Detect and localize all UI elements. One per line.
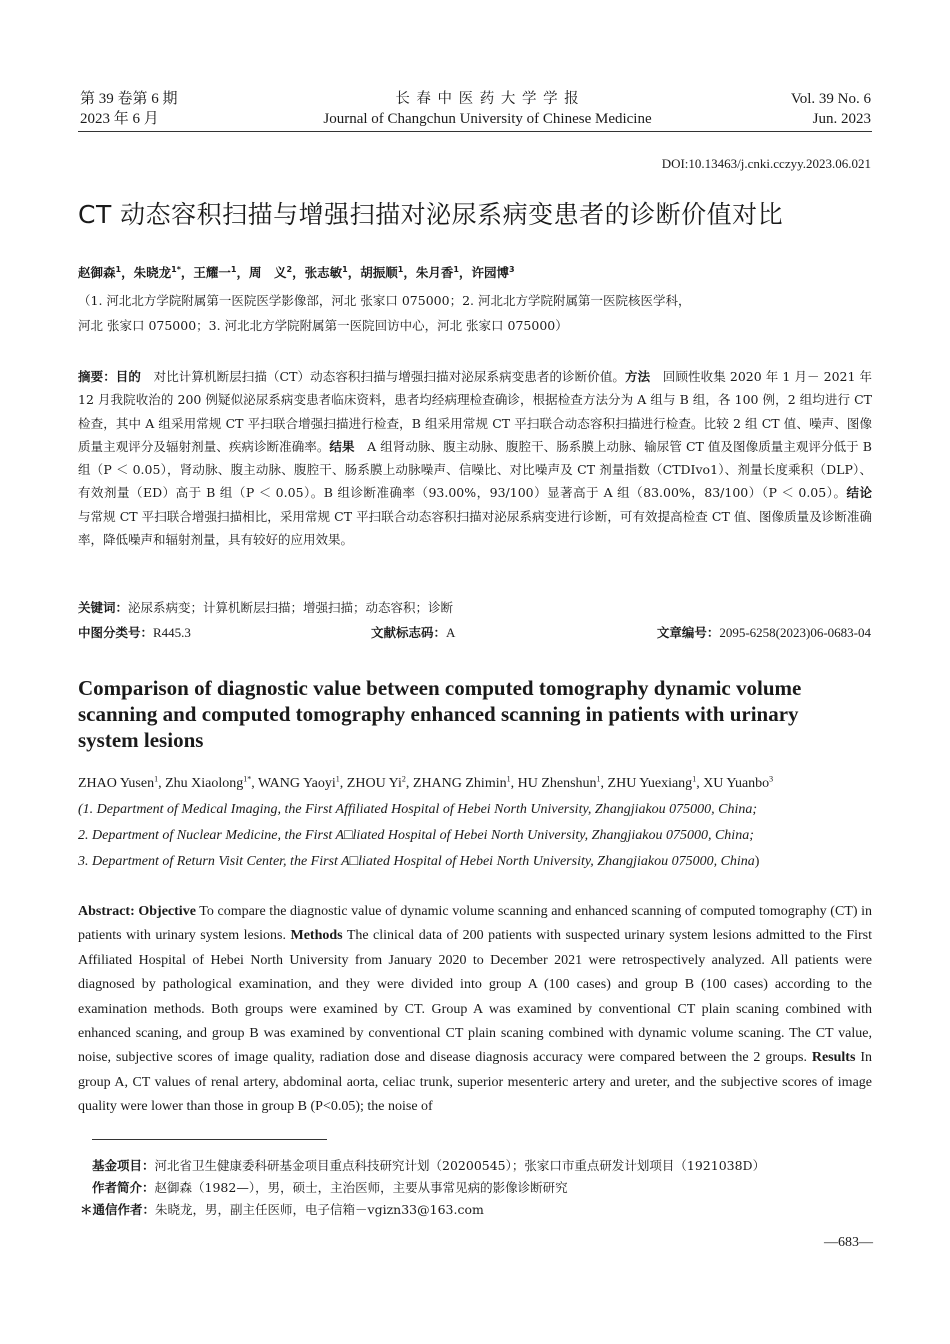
issue-date-en: Jun. 2023: [812, 111, 871, 127]
clc-number: [78, 622, 191, 644]
corr-text: 朱晓龙，男，副主任医师，电子信箱－vgizn33@163.com: [155, 1202, 484, 1217]
english-title-line: system lesions: [78, 728, 204, 752]
author-name: 胡振顺: [360, 265, 398, 280]
fund-text: 河北省卫生健康委科研基金项目重点科技研究计划（20200545）；张家口市重点研发计划项目（1921038D）: [154, 1158, 766, 1173]
abstract-en: [78, 900, 872, 1120]
objective-label: 目的: [115, 369, 141, 384]
clc-label: 中图分类号：: [78, 625, 154, 640]
affiliation-en-line: (1. Department of Medical Imaging, the First Affiliated Hospital of Hebei North University, Zhangjiakou 075000, China;: [78, 802, 758, 817]
authors-cn: [78, 263, 515, 281]
author-separator: ,: [405, 776, 413, 791]
article-label: 文章编号：: [656, 625, 720, 640]
author-affiliation-mark: 2: [286, 264, 293, 274]
objective-text: 对比计算机断层扫描（CT）动态容积扫描与增强扫描对泌尿系病变患者的诊断价值。: [153, 369, 626, 384]
fund-label: 基金项目：: [92, 1158, 155, 1173]
affiliation-cn-line: （1. 河北北方学院附属第一医院医学影像部，河北 张家口 075000；2. 河北北方学院附属第一医院核医学科，: [78, 293, 691, 308]
keywords-text: 泌尿系病变；计算机断层扫描；增强扫描；动态容积；诊断: [128, 600, 454, 615]
affiliations-cn: [78, 288, 878, 338]
author-affiliation-mark: 1: [154, 774, 159, 784]
author-affiliation-mark: 3: [769, 774, 774, 784]
volume-label: 第 39 卷第 6 期: [80, 91, 178, 107]
author-affiliation-mark: 1: [335, 774, 340, 784]
keywords-label: 关键词：: [78, 600, 129, 615]
author-affiliation-mark: 1: [230, 264, 237, 274]
abstract-label: 摘要：: [78, 369, 116, 384]
author-separator: ,: [339, 776, 347, 791]
methods-label: 方法: [625, 369, 651, 384]
author-separator: ，: [180, 265, 194, 280]
author-separator: ，: [347, 265, 361, 280]
doc-code: [371, 622, 455, 644]
author-name: 王耀一: [193, 265, 231, 280]
author-affiliation-mark: 2: [401, 774, 406, 784]
results-en-label: Results: [811, 1050, 856, 1066]
author-affiliation-mark: 1: [596, 774, 601, 784]
author-separator: ，: [121, 265, 134, 280]
author-separator: ,: [600, 776, 608, 791]
results-en-text: In group A, CT values of renal artery, abdominal aorta, celiac trunk, superior mesenteric artery and ureter, and the subjective scores of image quality were lower than those in group B (P<0.05); the noise of: [78, 1050, 872, 1115]
methods-en-label: Methods: [290, 928, 343, 944]
header-divider: [78, 131, 872, 132]
author-name: 朱月香: [415, 265, 454, 280]
author-separator: ,: [510, 776, 518, 791]
affiliation-close-paren: ): [754, 854, 760, 869]
methods-text: 回顾性收集 2020 年 1 月－ 2021 年 12 月我院收治的 200 例疑似泌尿系病变患者临床资料，患者均经病理检查确诊，根据检查方法分为 A 组与 B 组，各 100 例，2 组均进行 CT 检查，其中 A 组采用常规 CT 平扫联合增强扫描进行检查，B 组采用常规 CT 平扫联合动态容积扫描进行检查。比较 2 组 CT 值、噪声、图像质量主观评分及辐射剂量、疾病诊断准确率。: [78, 369, 872, 454]
english-title-line: Comparison of diagnostic value between computed tomography dynamic volume: [78, 676, 802, 700]
authors-en: [78, 771, 773, 797]
doc-label: 文献标志码：: [371, 625, 447, 640]
issue-date-cn: 2023 年 6 月: [80, 111, 159, 127]
author-name: 周 义: [249, 265, 287, 280]
doi: DOI:10.13463/j.cnki.cczyy.2023.06.021: [661, 156, 871, 171]
corresponding-note: [80, 1199, 882, 1221]
author-separator: ，: [292, 265, 305, 280]
author-note: [92, 1177, 882, 1199]
author-name: 赵御森: [78, 265, 116, 280]
doc-value: A: [446, 625, 456, 640]
article-number: [657, 622, 871, 644]
author-name: WANG Yaoyi: [258, 776, 336, 791]
volume-en: Vol. 39 No. 6: [790, 91, 871, 107]
conclusion-text: 与常规 CT 平扫联合增强扫描相比，采用常规 CT 平扫联合动态容积扫描对泌尿系病变进行诊断，可有效提高检查 CT 值、图像质量及诊断准确率，降低噪声和辐射剂量，具有较好的应用效果。: [78, 508, 872, 548]
page-title: CT 动态容积扫描与增强扫描对泌尿系病变患者的诊断价值对比: [78, 200, 784, 229]
author-separator: ,: [158, 776, 166, 791]
affiliation-cn-line: 河北 张家口 075000；3. 河北北方学院附属第一医院回访中心，河北 张家口 075000）: [78, 318, 568, 333]
corr-label: ＊通信作者：: [80, 1202, 156, 1217]
author-name: 许园博: [471, 265, 509, 280]
author-name: XU Yuanbo: [703, 776, 770, 791]
author-affiliation-mark: 1: [506, 774, 511, 784]
page-number: —683—: [824, 1235, 873, 1250]
abstract-en-label: Abstract: Objective: [78, 904, 196, 919]
author-name: Zhu Xiaolong: [165, 776, 244, 791]
article-value: 2095-6258(2023)06-0683-04: [719, 625, 871, 640]
author-name: 张志敏: [304, 265, 343, 280]
author-text: 赵御森（1982—），男，硕士，主治医师，主要从事常见病的影像诊断研究: [154, 1180, 568, 1195]
author-name: HU Zhenshun: [517, 776, 597, 791]
author-label: 作者简介：: [92, 1180, 155, 1195]
english-title: [78, 675, 878, 753]
keywords-cn: [78, 597, 453, 619]
author-separator: ，: [458, 265, 472, 280]
author-name: ZHAO Yusen: [78, 776, 155, 791]
author-name: 朱晓龙: [133, 265, 172, 280]
author-affiliation-mark: 1: [115, 264, 122, 274]
author-separator: ,: [696, 776, 704, 791]
affiliation-en-line: 2. Department of Nuclear Medicine, the First A□liated Hospital of Hebei North University, Zhangjiakou 075000, China;: [78, 828, 754, 843]
results-label: 结果: [329, 438, 355, 454]
affiliations-en: [78, 797, 878, 875]
author-separator: ，: [403, 265, 416, 280]
author-affiliation-mark: 1: [453, 264, 459, 274]
footnotes: [80, 1155, 882, 1221]
english-title-line: scanning and computed tomography enhanced scanning in patients with urinary: [78, 702, 799, 726]
abstract-cn: [78, 365, 872, 551]
results-text: A 组肾动脉、腹主动脉、腹腔干、肠系膜上动脉、输尿管 CT 值及图像质量主观评分低于 B 组（P ＜ 0.05），肾动脉、腹主动脉、腹腔干、肠系膜上动脉噪声、信噪比、对比噪声及 CT 剂量指数（CTDIvo1）、剂量长度乘积（DLP）、有效剂量（ED）高于 B 组（P ＜ 0.05）。B 组诊断准确率（93.00%，93/100）显著高于 A 组（83.00%，83/100）（P ＜ 0.05）。: [78, 438, 872, 501]
author-affiliation-mark: 1: [692, 774, 697, 784]
author-affiliation-mark: 1*: [171, 264, 181, 274]
author-affiliation-mark: 1*: [243, 774, 252, 784]
author-separator: ，: [236, 265, 249, 280]
volume-issue-en: [791, 89, 871, 129]
methods-en-text: The clinical data of 200 patients with suspected urinary system lesions admitted to the First Affiliated Hospital of Hebei North University from January 2020 to December 2021 were retrospectively analyzed. All patients were diagnosed by pathological examination, and they were divided into group A (100 cases) and group B (100 cases) according to the examination methods. Both groups were examined by CT. Group A was examined by conventional CT plain scaning combined with enhanced scaning, and group B was examined by conventional CT plain scaning combined with dynamic volume scaning. The CT value, noise, subjective scores of image quality, radiation dose and disease diagnosis accuracy were compared between the 2 groups.: [78, 928, 873, 1066]
author-affiliation-mark: 1: [397, 264, 404, 274]
footnote-divider: [92, 1139, 327, 1140]
author-affiliation-mark: 3: [508, 264, 515, 274]
author-separator: ,: [251, 776, 258, 791]
author-name: ZHU Yuexiang: [607, 776, 693, 791]
author-name: ZHOU Yi: [346, 776, 402, 791]
fund-note: [92, 1155, 882, 1177]
affiliation-en-line: 3. Department of Return Visit Center, the First A□liated Hospital of Hebei North University, Zhangjiakou 075000, China: [78, 854, 755, 869]
journal-name-en: Journal of Changchun University of Chinese Medicine: [323, 111, 652, 127]
conclusion-label: 结论: [846, 485, 872, 501]
journal-name-cn: 长 春 中 医 药 大 学 学 报: [395, 91, 580, 107]
author-name: ZHANG Zhimin: [412, 776, 507, 791]
author-affiliation-mark: 1: [342, 264, 348, 274]
clc-value: R445.3: [153, 625, 191, 640]
objective-en-text: To compare the diagnostic value of dynamic volume scanning and enhanced scanning of computed tomography (CT) in patients with urinary system lesions.: [78, 904, 873, 944]
